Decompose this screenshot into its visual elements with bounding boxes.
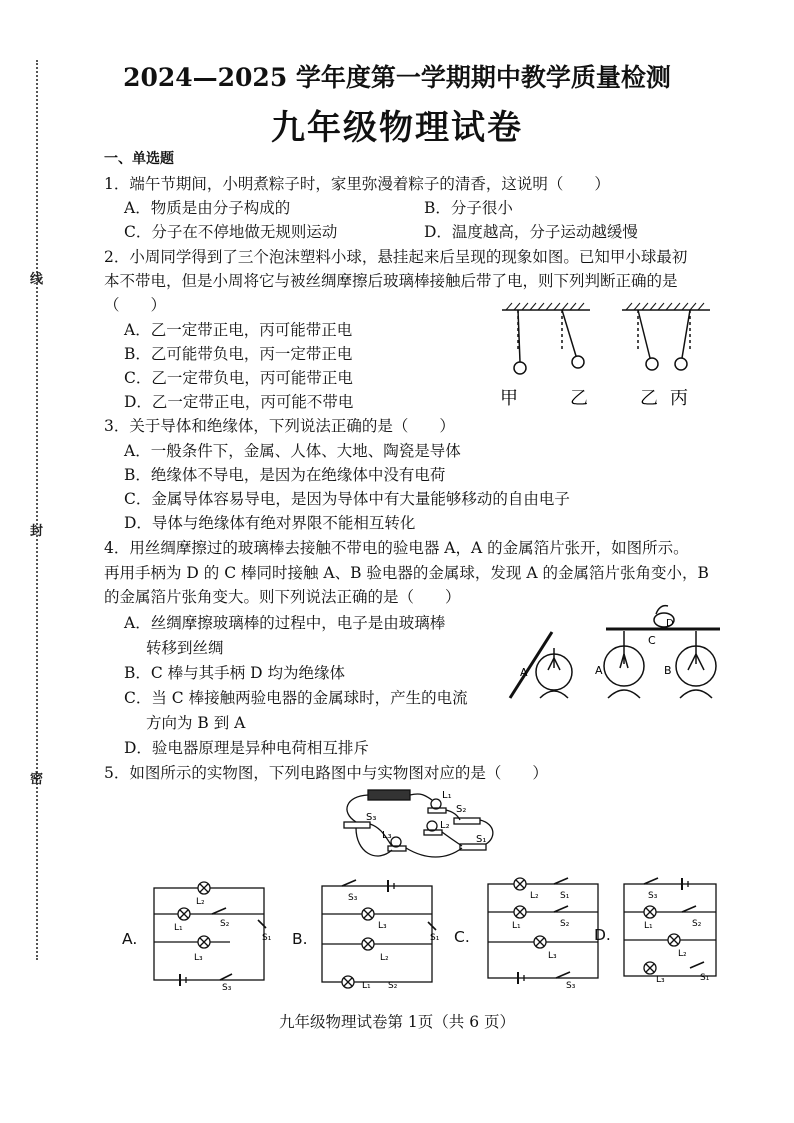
section-heading: 一、单选题: [104, 151, 174, 167]
exam-subtitle: 九年级物理试卷: [271, 108, 523, 148]
a-label-l2: L₂: [196, 897, 205, 907]
q2-stem-line1: 2．小周同学得到了三个泡沫塑料小球，悬挂起来后呈现的现象如图。已知甲小球最初: [104, 248, 688, 266]
q3-option-d: D．导体与绝缘体有绝对界限不能相互转化: [124, 514, 416, 532]
c-label-l2: L₂: [530, 891, 539, 901]
label-jia: 甲: [500, 388, 518, 409]
q1-option-b: B．分子很小: [424, 199, 513, 217]
binding-line: [36, 60, 40, 960]
c-label-s2: S₂: [560, 919, 570, 929]
label-a-middle: A: [595, 664, 603, 677]
a-label-s3: S₃: [222, 983, 232, 990]
q5-circuit-b: [318, 878, 448, 990]
q5-option-a-label: A.: [122, 930, 138, 948]
label-c: C: [648, 634, 656, 647]
q4-option-c-line1: C．当 C 棒接触两验电器的金属球时，产生的电流: [124, 689, 468, 707]
d-label-s3: S₃: [648, 891, 658, 901]
label-s3: S₃: [366, 812, 377, 823]
label-b: B: [664, 664, 672, 677]
q4-stem-line1: 4．用丝绸摩擦过的玻璃棒去接触不带电的验电器 A，A 的金属箔片张开，如图所示。: [104, 539, 689, 557]
page-footer: 九年级物理试卷第 1页（共 6 页）: [278, 1013, 515, 1031]
d-label-l3: L₃: [656, 975, 665, 985]
q5-circuit-a: [150, 880, 280, 990]
q3-stem: 3．关于导体和绝缘体，下列说法正确的是（ ）: [104, 417, 455, 435]
q5-circuit-d: [620, 876, 726, 986]
q4-option-c-line2: 方向为 B 到 A: [146, 714, 246, 732]
q4-stem-line2: 再用手柄为 D 的 C 棒同时接触 A、B 验电器的金属球，发现 A 的金属箔片张角变小，B: [104, 564, 709, 582]
q4-option-b: B．C 棒与其手柄 D 均为绝缘体: [124, 664, 345, 682]
a-label-l3: L₃: [194, 953, 203, 963]
c-label-s3: S₃: [566, 981, 576, 990]
q4-option-a-line1: A．丝绸摩擦玻璃棒的过程中，电子是由玻璃棒: [124, 614, 446, 632]
q2-option-c: C．乙一定带负电，丙可能带正电: [124, 369, 353, 387]
label-s2: S₂: [456, 804, 467, 815]
b-label-s1: S₁: [430, 933, 440, 943]
label-yi-1: 乙: [570, 388, 588, 409]
q5-option-d-label: D.: [594, 926, 611, 944]
q1-option-d: D．温度越高，分子运动越缓慢: [424, 223, 638, 241]
q4-electroscope-figure: [506, 598, 738, 710]
q2-option-a: A．乙一定带正电，丙可能带正电: [124, 321, 353, 339]
binding-char-mi: 密: [30, 772, 44, 787]
a-label-s1: S₁: [262, 933, 272, 943]
q5-stem: 5．如图所示的实物图，下列电路图中与实物图对应的是（ ）: [104, 764, 548, 782]
q5-option-c-label: C.: [454, 928, 470, 946]
binding-char-xian: 线: [30, 272, 44, 287]
q2-pendulum-figure: [490, 300, 720, 412]
d-label-s1: S₁: [700, 973, 710, 983]
q5-option-b-label: B.: [292, 930, 308, 948]
binding-char-feng: 封: [30, 524, 44, 539]
label-l3: L₃: [382, 830, 392, 841]
q5-physical-circuit-figure: [336, 782, 506, 872]
b-label-l1: L₁: [362, 981, 371, 990]
b-label-s3: S₃: [348, 893, 358, 903]
c-label-s1: S₁: [560, 891, 570, 901]
q2-stem-line2: 本不带电，但是小周将它与被丝绸摩擦后玻璃棒接触后带了电，则下列判断正确的是: [104, 272, 678, 290]
b-label-l3: L₃: [378, 921, 387, 931]
b-label-s2: S₂: [388, 981, 398, 990]
q4-option-a-line2: 转移到丝绸: [146, 639, 224, 657]
d-label-l2: L₂: [678, 949, 687, 959]
q2-option-d: D．乙一定带正电，丙可能不带电: [124, 393, 354, 411]
q5-circuit-c: [484, 876, 614, 990]
label-d: D: [666, 618, 674, 629]
label-l2: L₂: [440, 820, 450, 831]
d-label-s2: S₂: [692, 919, 702, 929]
q3-option-b: B．绝缘体不导电，是因为在绝缘体中没有电荷: [124, 466, 446, 484]
label-a-left: A: [520, 666, 528, 679]
q2-stem-line3: （ ）: [104, 296, 167, 314]
c-label-l3: L₃: [548, 951, 557, 961]
c-label-l1: L₁: [512, 921, 521, 931]
exam-title: 2024—2025 学年度第一学期期中教学质量检测: [123, 63, 671, 92]
q3-option-a: A．一般条件下，金属、人体、大地、陶瓷是导体: [124, 442, 461, 460]
q1-stem: 1．端午节期间，小明煮粽子时，家里弥漫着粽子的清香，这说明（ ）: [104, 175, 610, 193]
q2-option-b: B．乙可能带负电，丙一定带正电: [124, 345, 353, 363]
label-bing: 丙: [670, 388, 688, 409]
label-l1: L₁: [442, 790, 452, 801]
q4-option-d: D．验电器原理是异种电荷相互排斥: [124, 739, 369, 757]
label-s1: S₁: [476, 834, 487, 845]
q1-option-a: A．物质是由分子构成的: [124, 199, 291, 217]
q4-stem-line3: 的金属箔片张角变大。则下列说法正确的是（ ）: [104, 588, 461, 606]
a-label-s2: S₂: [220, 919, 230, 929]
label-yi-2: 乙: [640, 388, 658, 409]
a-label-l1: L₁: [174, 923, 183, 933]
b-label-l2: L₂: [380, 953, 389, 963]
d-label-l1: L₁: [644, 921, 653, 931]
q3-option-c: C．金属导体容易导电，是因为导体中有大量能够移动的自由电子: [124, 490, 570, 508]
q1-option-c: C．分子在不停地做无规则运动: [124, 223, 338, 241]
